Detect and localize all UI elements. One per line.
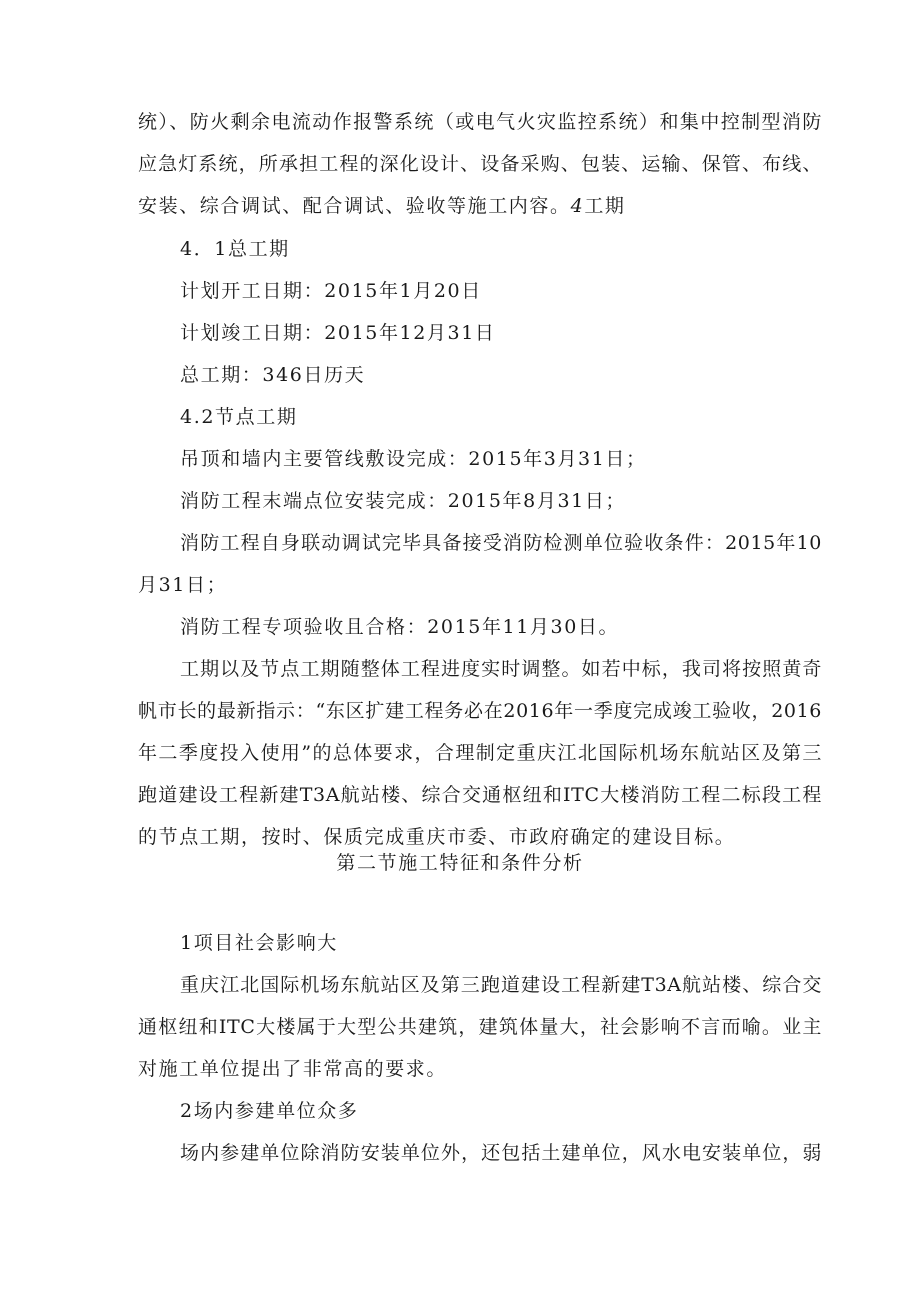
node-milestone-4: 消防工程专项验收且合格：2015年11月30日。 xyxy=(180,616,620,638)
node-milestone-1: 吊顶和墙内主要管线敷设完成：2015年3月31日； xyxy=(180,448,647,470)
node-schedule-heading: 4.2节点工期 xyxy=(180,406,298,428)
item-1-line-1: 重庆江北国际机场东航站区及第三跑道建设工程新建T3A航站楼、综合交 xyxy=(180,974,822,996)
total-duration: 总工期：346日历天 xyxy=(180,364,366,386)
node-milestone-3-line-2: 月31日； xyxy=(138,574,228,596)
adjustment-line-1: 工期以及节点工期随整体工程进度实时调整。如若中标，我司将按照黄奇 xyxy=(180,658,822,680)
item-2-heading: 2场内参建单位众多 xyxy=(180,1100,359,1122)
planned-start-date: 计划开工日期：2015年1月20日 xyxy=(180,280,482,302)
item-1-heading: 1项目社会影响大 xyxy=(180,932,338,954)
adjustment-line-5: 的节点工期，按时、保质完成重庆市委、市政府确定的建设目标。 xyxy=(138,826,736,848)
item-1-line-3: 对施工单位提出了非常高的要求。 xyxy=(138,1058,448,1080)
total-schedule-heading: 4．1总工期 xyxy=(180,238,290,260)
node-milestone-3-line-1: 消防工程自身联动调试完毕具备接受消防检测单位验收条件：2015年10 xyxy=(180,532,822,554)
scope-line-3 xyxy=(138,193,822,219)
scope-line-2: 应急灯系统，所承担工程的深化设计、设备采购、包装、运输、保管、布线、 xyxy=(138,153,822,175)
scope-line-3-text: 安装、综合调试、配合调试、验收等施工内容。 xyxy=(138,195,571,217)
item-1-line-2: 通枢纽和ITC大楼属于大型公共建筑，建筑体量大，社会影响不言而喻。业主 xyxy=(138,1016,822,1038)
adjustment-line-4: 跑道建设工程新建T3A航站楼、综合交通枢纽和ITC大楼消防工程二标段工程 xyxy=(138,784,822,806)
section-2-title: 第二节施工特征和条件分析 xyxy=(336,852,584,874)
section-title-schedule: 工期 xyxy=(584,195,626,217)
planned-end-date: 计划竣工日期：2015年12月31日 xyxy=(180,322,496,344)
scope-line-1: 统）、防火剩余电流动作报警系统（或电气火灾监控系统）和集中控制型消防 xyxy=(138,111,822,133)
adjustment-line-2: 帆市长的最新指示：“东区扩建工程务必在2016年一季度完成竣工验收，2016 xyxy=(138,700,822,722)
adjustment-line-3: 年二季度投入使用”的总体要求，合理制定重庆江北国际机场东航站区及第三 xyxy=(138,742,822,764)
node-milestone-2: 消防工程末端点位安装完成：2015年8月31日； xyxy=(180,490,627,512)
item-2-line-1: 场内参建单位除消防安装单位外，还包括土建单位，风水电安装单位，弱 xyxy=(180,1142,822,1164)
section-number-4: 4 xyxy=(570,195,585,217)
